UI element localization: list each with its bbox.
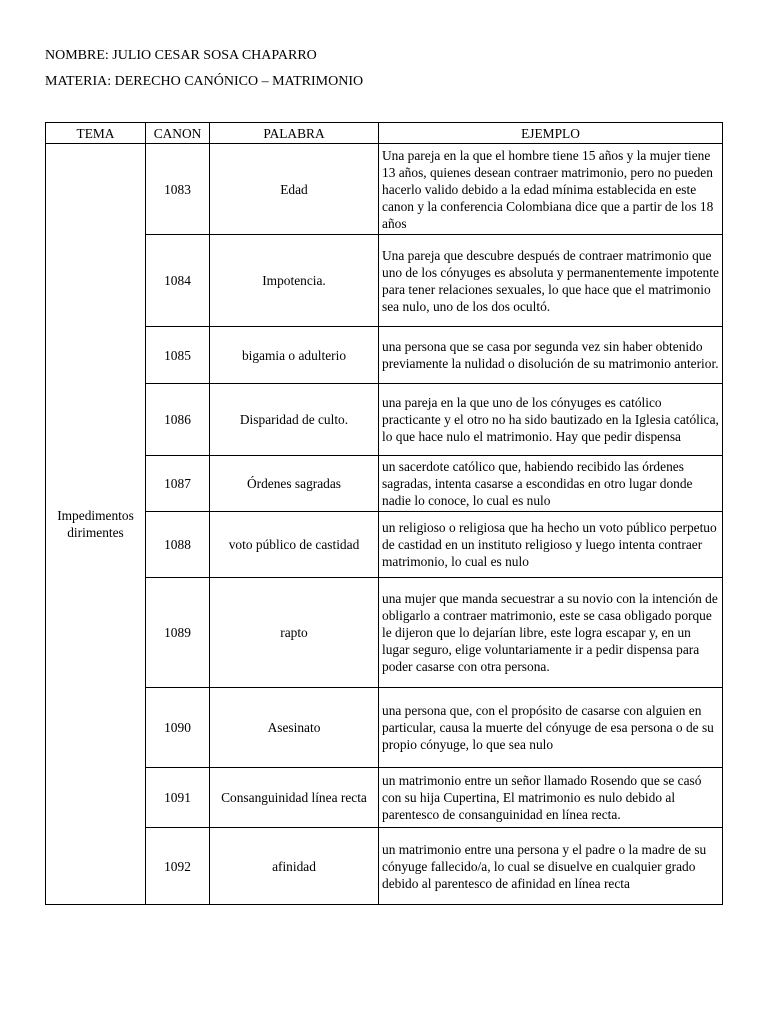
column-header-palabra: PALABRA — [210, 123, 379, 144]
table-header-row — [46, 123, 723, 144]
ejemplo-cell: una persona que, con el propósito de casarse con alguien en particular, causa la muerte del cónyuge de esa persona o de su propio cónyuge, lo que sea nulo — [379, 688, 723, 768]
impediments-table — [45, 122, 723, 905]
table-row — [46, 144, 723, 235]
palabra-cell: Impotencia. — [210, 235, 379, 327]
table-row — [46, 512, 723, 578]
ejemplo-cell: un matrimonio entre un señor llamado Rosendo que se casó con su hija Cupertina, El matrimonio es nulo debido al parentesco de consanguinidad en línea recta. — [379, 768, 723, 828]
palabra-cell: bigamia o adulterio — [210, 327, 379, 384]
table-row — [46, 578, 723, 688]
palabra-cell: afinidad — [210, 828, 379, 905]
palabra-cell: Órdenes sagradas — [210, 456, 379, 512]
column-header-tema: TEMA — [46, 123, 146, 144]
column-header-canon: CANON — [146, 123, 210, 144]
table-row — [46, 768, 723, 828]
palabra-cell: Asesinato — [210, 688, 379, 768]
ejemplo-cell: un religioso o religiosa que ha hecho un voto público perpetuo de castidad en un instituto religioso y luego intenta contraer matrimonio, lo cual es nulo — [379, 512, 723, 578]
subject-line: MATERIA: DERECHO CANÓNICO – MATRIMONIO — [45, 74, 364, 89]
palabra-cell: rapto — [210, 578, 379, 688]
canon-cell: 1092 — [146, 828, 210, 905]
ejemplo-cell: Una pareja que descubre después de contraer matrimonio que uno de los cónyuges es absoluta y permanentemente impotente para tener relaciones sexuales, lo que hace que el matrimonio sea nulo, uno de los dos ocultó. — [379, 235, 723, 327]
canon-cell: 1091 — [146, 768, 210, 828]
table-row — [46, 384, 723, 456]
canon-cell: 1085 — [146, 327, 210, 384]
canon-cell: 1084 — [146, 235, 210, 327]
ejemplo-cell: Una pareja en la que el hombre tiene 15 años y la mujer tiene 13 años, quienes desean contraer matrimonio, pero no pueden hacerlo valido debido a la edad mínima establecida en este canon y la conferencia Colombiana dice que a partir de los 18 años — [379, 144, 723, 235]
table-row — [46, 456, 723, 512]
canon-cell: 1083 — [146, 144, 210, 235]
ejemplo-cell: una mujer que manda secuestrar a su novio con la intención de obligarlo a contraer matrimonio, este se casa obligado porque le dijeron que lo dejarían libre, este logra escapar y, en un lugar seguro, elige voluntariamente ir a pedir dispensa para poder casarse con otra persona. — [379, 578, 723, 688]
canon-cell: 1087 — [146, 456, 210, 512]
canon-cell: 1088 — [146, 512, 210, 578]
canon-cell: 1090 — [146, 688, 210, 768]
ejemplo-cell: un sacerdote católico que, habiendo recibido las órdenes sagradas, intenta casarse a escondidas en otro lugar donde nadie lo conoce, lo cual es nulo — [379, 456, 723, 512]
table-row — [46, 828, 723, 905]
ejemplo-cell: una pareja en la que uno de los cónyuges es católico practicante y el otro no ha sido bautizado en la Iglesia católica, lo que hace nulo el matrimonio. Hay que pedir dispensa — [379, 384, 723, 456]
table-row — [46, 688, 723, 768]
table-row — [46, 327, 723, 384]
table-row — [46, 235, 723, 327]
palabra-cell: voto público de castidad — [210, 512, 379, 578]
column-header-ejemplo: EJEMPLO — [379, 123, 723, 144]
palabra-cell: Consanguinidad línea recta — [210, 768, 379, 828]
student-name-line: NOMBRE: JULIO CESAR SOSA CHAPARRO — [45, 48, 317, 63]
ejemplo-cell: un matrimonio entre una persona y el padre o la madre de su cónyuge fallecido/a, lo cual se disuelve en cualquier grado debido al parentesco de afinidad en línea recta — [379, 828, 723, 905]
tema-cell: Impedimentos dirimentes — [46, 144, 146, 905]
canon-cell: 1089 — [146, 578, 210, 688]
canon-cell: 1086 — [146, 384, 210, 456]
palabra-cell: Edad — [210, 144, 379, 235]
palabra-cell: Disparidad de culto. — [210, 384, 379, 456]
ejemplo-cell: una persona que se casa por segunda vez sin haber obtenido previamente la nulidad o disolución de su matrimonio anterior. — [379, 327, 723, 384]
